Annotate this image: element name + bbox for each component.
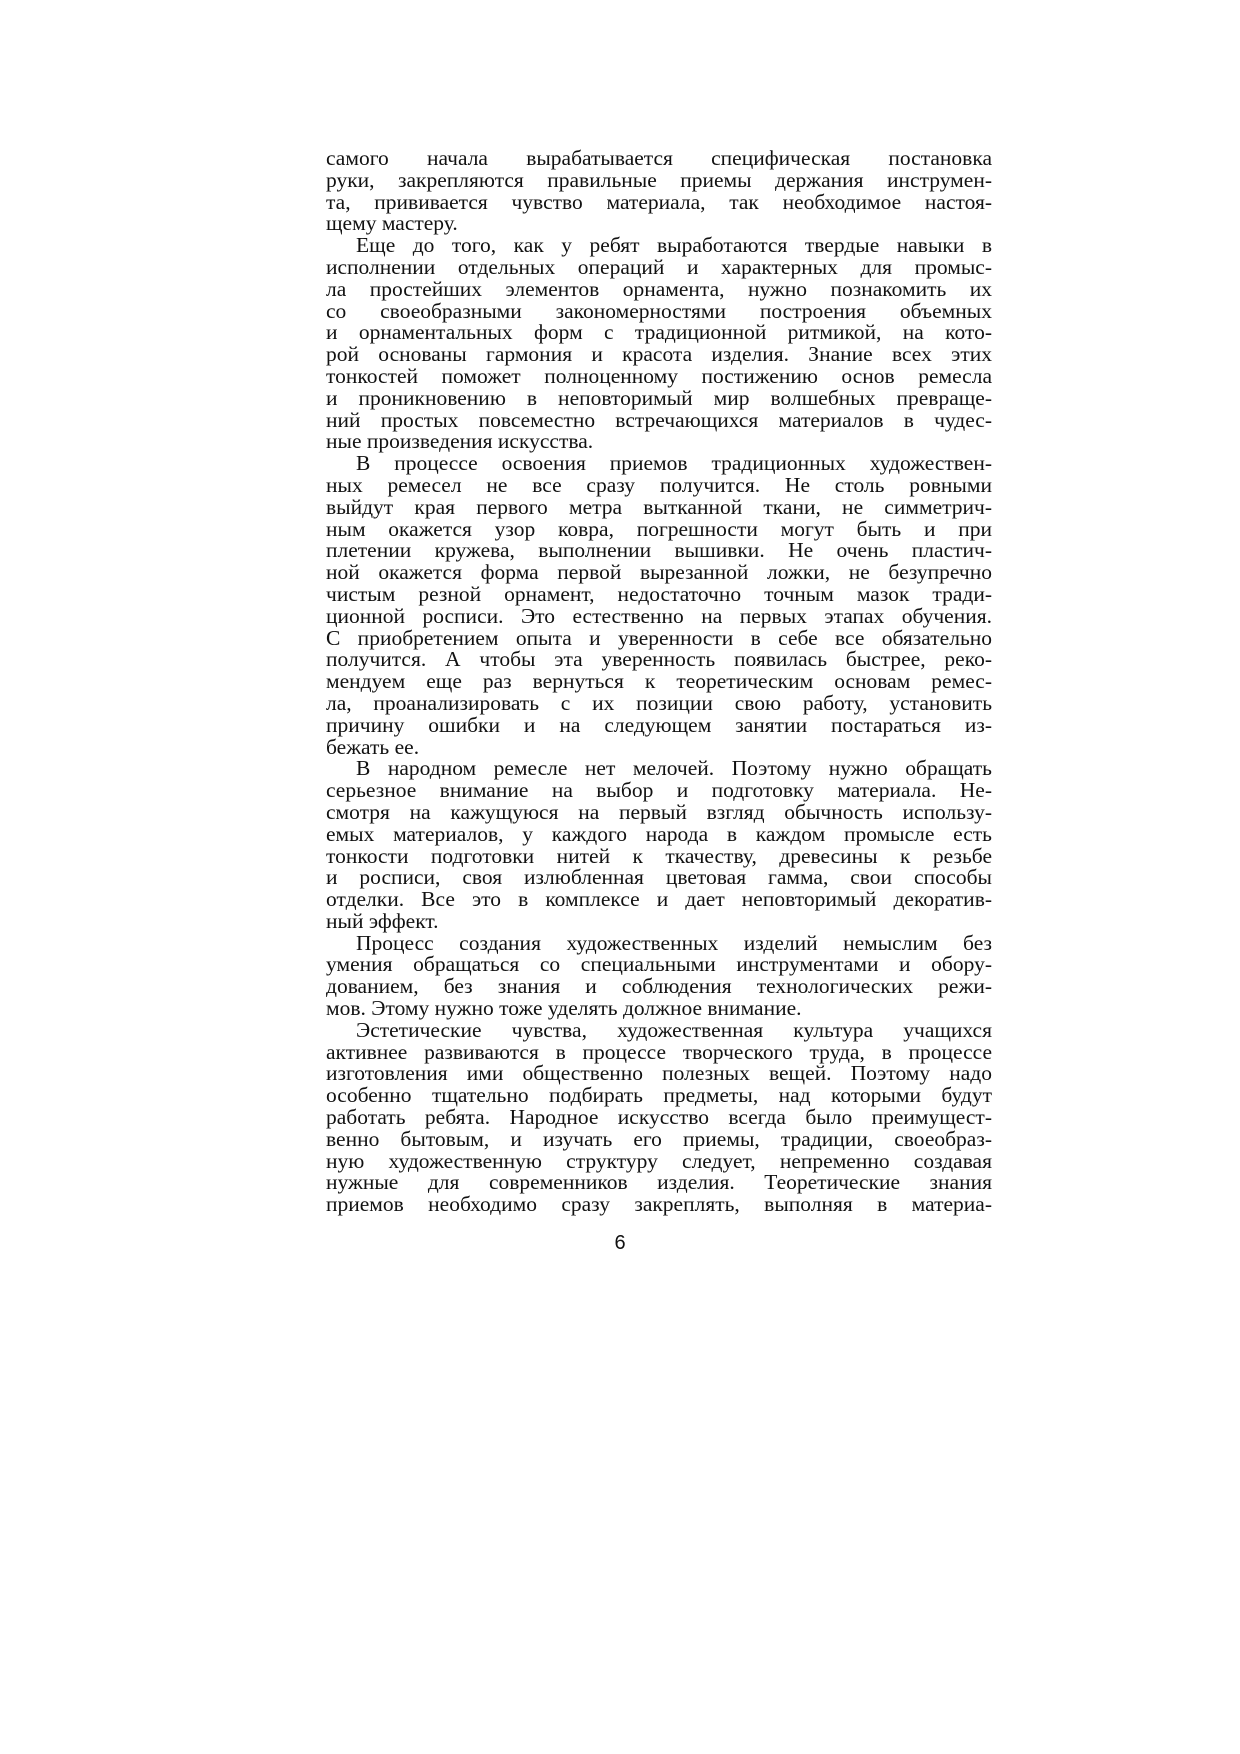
- text-line: плетении кружева, выполнении вышивки. Не очень пластич-: [326, 538, 992, 563]
- text-line: тонкостей поможет полноценному постижению основ ремесла: [326, 363, 992, 388]
- text-line: и орнаментальных форм с традиционной ритмикой, на кото-: [326, 320, 992, 345]
- text-line: дованием, без знания и соблюдения технологических режи-: [326, 974, 992, 999]
- text-line: руки, закрепляются правильные приемы держания инструмен-: [326, 167, 992, 192]
- text-line: чистым резной орнамент, недостаточно точным мазок тради-: [326, 581, 992, 606]
- text-line: самого начала вырабатывается специфическая постановка: [326, 146, 992, 170]
- text-line: особенно тщательно подбирать предметы, над которыми будут: [326, 1083, 992, 1108]
- text-line: емых материалов, у каждого народа в каждом промысле есть: [326, 821, 992, 846]
- text-line: тонкости подготовки нитей к ткачеству, древесины к резьбе: [326, 843, 992, 868]
- text-line: В народном ремесле нет мелочей. Поэтому нужно обращать: [356, 756, 992, 781]
- text-line: смотря на кажущуюся на первый взгляд обычность использу-: [326, 799, 992, 824]
- text-line: изготовления ими общественно полезных вещей. Поэтому надо: [326, 1061, 992, 1086]
- text-line: нужные для современников изделия. Теоретические знания: [326, 1170, 992, 1195]
- text-line: ные произведения искусства.: [326, 429, 594, 454]
- text-line: ных ремесел не все сразу получится. Не столь ровными: [326, 472, 992, 497]
- text-line: активнее развиваются в процессе творческого труда, в процессе: [326, 1039, 992, 1064]
- text-line: ный эффект.: [326, 908, 439, 933]
- text-line: со своеобразными закономерностями построения объемных: [326, 298, 992, 323]
- text-line: работать ребята. Народное искусство всегда было преимущест-: [326, 1105, 992, 1130]
- paragraph-3: [326, 453, 992, 758]
- text-line: умения обращаться со специальными инструментами и обору-: [326, 952, 992, 977]
- text-line: ную художественную структуру следует, непременно создавая: [326, 1148, 992, 1173]
- paragraph-4: [326, 758, 992, 932]
- text-line: выйдут края первого метра вытканной ткани, не симметрич-: [326, 494, 992, 519]
- text-line: серьезное внимание на выбор и подготовку материала. Не-: [326, 778, 992, 803]
- text-line: исполнении отдельных операций и характерных для промыс-: [326, 254, 992, 279]
- text-line: Эстетические чувства, художественная культура учащихся: [356, 1017, 992, 1042]
- paragraph-5: [326, 930, 992, 1021]
- text-line: ционной росписи. Это естественно на первых этапах обучения.: [326, 603, 992, 628]
- text-line: ла, проанализировать с их позиции свою работу, установить: [326, 690, 992, 715]
- text-line: приемов необходимо сразу закреплять, выполняя в материа-: [326, 1192, 992, 1217]
- paragraph-6: [326, 1017, 992, 1217]
- paragraph-1: [326, 148, 992, 235]
- page-number: 6: [614, 1232, 626, 1254]
- text-line: и проникновению в неповторимый мир волшебных превраще-: [326, 385, 992, 410]
- text-line: С приобретением опыта и уверенности в себе все обязательно: [326, 625, 992, 650]
- text-line: отделки. Все это в комплексе и дает неповторимый декоратив-: [326, 887, 992, 912]
- text-line: ной окажется форма первой вырезанной ложки, не безупречно: [326, 560, 992, 585]
- body-text: [326, 148, 992, 1216]
- paragraph-2: [326, 235, 992, 453]
- text-line: мендуем еще раз вернуться к теоретическим основам ремес-: [326, 669, 992, 694]
- text-line: рой основаны гармония и красота изделия. Знание всех этих: [326, 342, 992, 367]
- text-line: и росписи, своя излюбленная цветовая гамма, свои способы: [326, 865, 992, 890]
- text-line: ла простейших элементов орнамента, нужно познакомить их: [326, 276, 992, 301]
- text-line: та, прививается чувство материала, так необходимое настоя-: [326, 189, 992, 214]
- text-line: щему мастеру.: [326, 211, 458, 236]
- text-line: Еще до того, как у ребят выработаются твердые навыки в: [356, 233, 992, 258]
- text-line: ным окажется узор ковра, погрешности могут быть и при: [326, 516, 992, 541]
- text-line: Процесс создания художественных изделий немыслим без: [356, 930, 992, 955]
- text-line: получится. А чтобы эта уверенность появилась быстрее, реко-: [326, 647, 992, 672]
- text-line: бежать ее.: [326, 734, 420, 759]
- text-line: В процессе освоения приемов традиционных художествен-: [356, 451, 992, 476]
- text-line: венно бытовым, и изучать его приемы, традиции, своеобраз-: [326, 1126, 992, 1151]
- text-line: ний простых повсеместно встречающихся материалов в чудес-: [326, 407, 992, 432]
- text-line: мов. Этому нужно тоже уделять должное внимание.: [326, 996, 802, 1021]
- text-line: причину ошибки и на следующем занятии постараться из-: [326, 712, 992, 737]
